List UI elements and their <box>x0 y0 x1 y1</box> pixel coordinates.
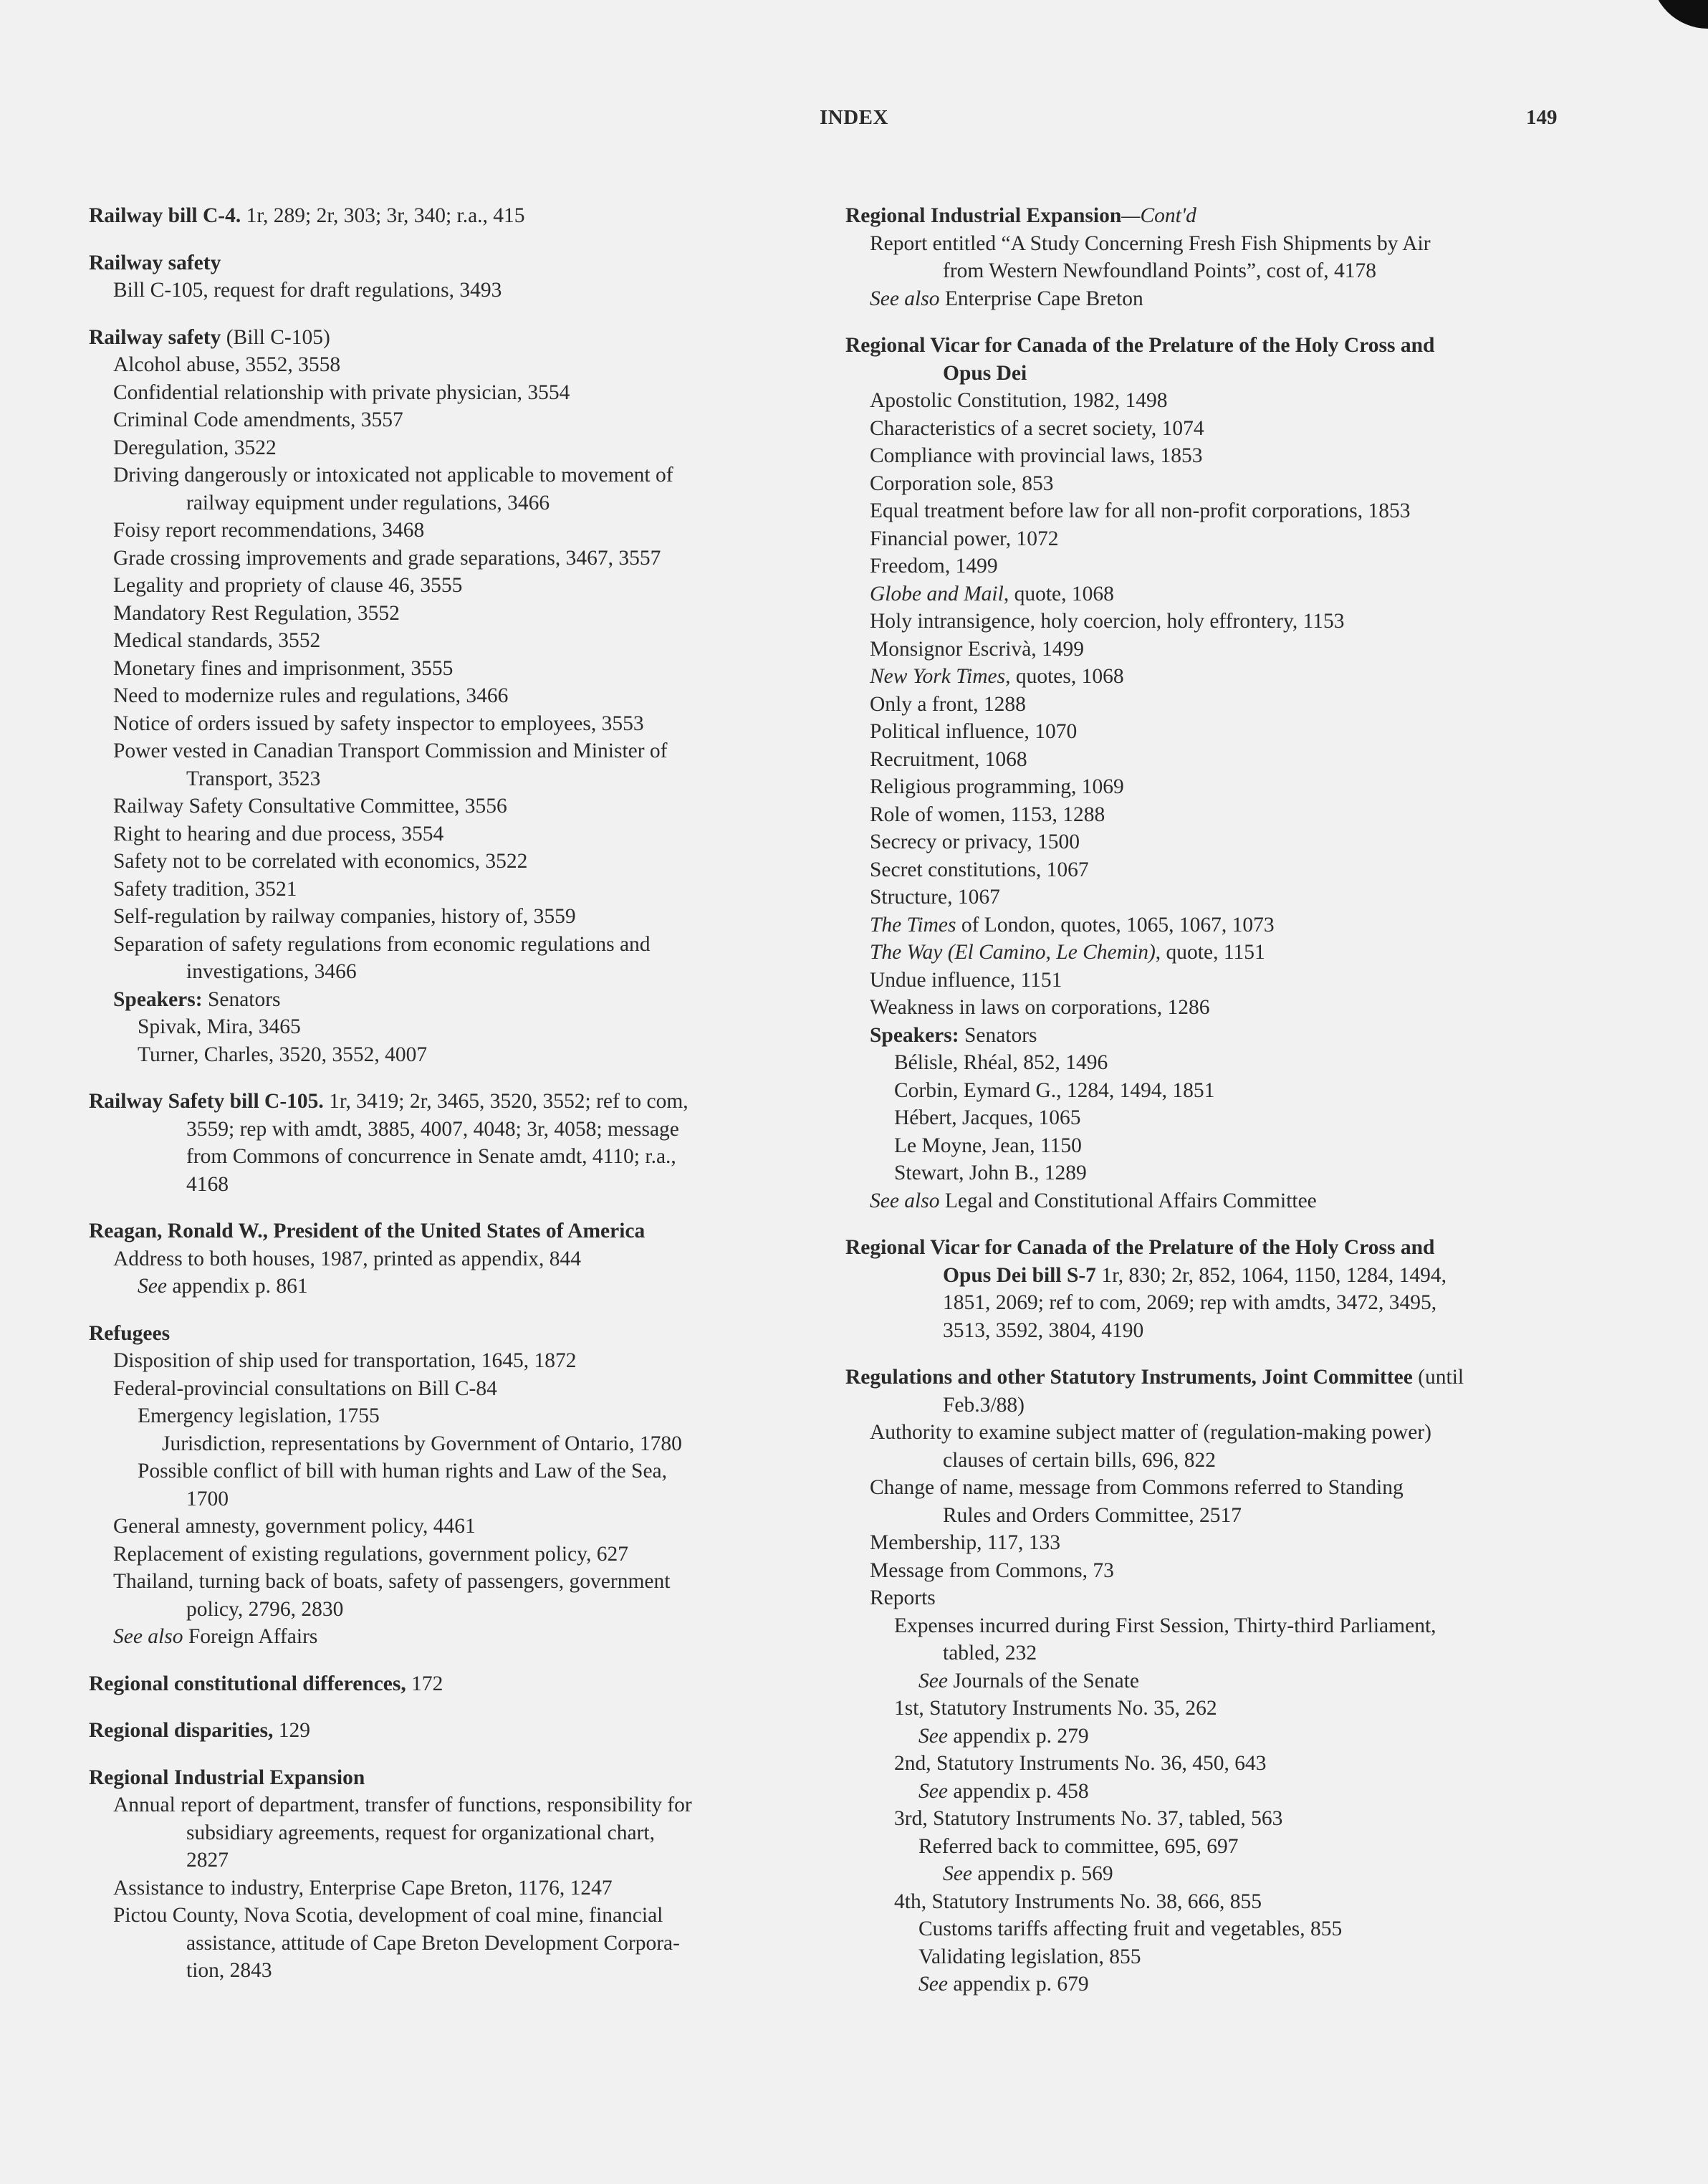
subentry: Undue influence, 1151 <box>870 968 1062 992</box>
see-also-label: See also <box>870 1189 940 1212</box>
index-entry <box>89 324 809 1069</box>
entry-refs: 172 <box>406 1672 443 1695</box>
entry-refs: 1r, 3419; 2r, 3465, 3520, 3552; ref to com, <box>323 1090 689 1113</box>
entry-refs: 129 <box>273 1719 310 1742</box>
see-reference: appendix p. 458 <box>947 1779 1089 1803</box>
subentry: Secrecy or privacy, 1500 <box>870 830 1080 853</box>
subentry: Driving dangerously or intoxicated not applicable to movement of <box>113 464 673 487</box>
speaker: Le Moyne, Jean, 1150 <box>894 1134 1082 1157</box>
subentry: Membership, 117, 133 <box>870 1531 1061 1554</box>
scan-corner-shadow <box>1651 0 1708 29</box>
subentry: Legality and propriety of clause 46, 3555 <box>113 574 463 597</box>
subentry: Holy intransigence, holy coercion, holy effrontery, 1153 <box>870 610 1345 633</box>
subentry: Annual report of department, transfer of functions, responsibility for <box>113 1793 692 1816</box>
speaker: Turner, Charles, 3520, 3552, 4007 <box>138 1043 428 1066</box>
subentry-continuation: Rules and Orders Committee, 2517 <box>943 1503 1242 1527</box>
subentry: Characteristics of a secret society, 1074 <box>870 416 1204 440</box>
subsubentry: 4th, Statutory Instruments No. 38, 666, 855 <box>894 1890 1262 1913</box>
entry-heading: Railway safety <box>89 325 221 349</box>
entry-heading: Regional constitutional differences, <box>89 1672 406 1695</box>
subentry: Apostolic Constitution, 1982, 1498 <box>870 389 1168 412</box>
subsubentry: 3rd, Statutory Instruments No. 37, tabled, 563 <box>894 1807 1283 1830</box>
index-entry <box>845 332 1562 1215</box>
index-entry <box>845 1364 1562 1998</box>
see-reference: appendix p. 279 <box>947 1724 1089 1748</box>
subentry-refs: of London, quotes, 1065, 1067, 1073 <box>956 913 1275 937</box>
speaker: Hébert, Jacques, 1065 <box>894 1106 1081 1129</box>
subsubentry: Jurisdiction, representations by Government of Ontario, 1780 <box>162 1432 682 1455</box>
running-header: INDEX <box>820 106 888 129</box>
subentry: Financial power, 1072 <box>870 527 1059 550</box>
subentry: Safety tradition, 3521 <box>113 877 297 901</box>
continued-marker: —Cont'd <box>1121 204 1196 227</box>
subsubentry: 2nd, Statutory Instruments No. 36, 450, 643 <box>894 1752 1267 1775</box>
index-entry <box>89 202 809 230</box>
entry-heading: Refugees <box>89 1321 171 1345</box>
see-also-label: See also <box>870 287 940 310</box>
index-entry <box>89 1717 809 1745</box>
see-reference-label: See <box>943 1862 972 1885</box>
publication-title: The Times <box>870 913 956 937</box>
subentry: Disposition of ship used for transportation, 1645, 1872 <box>113 1349 577 1372</box>
see-reference-label: See <box>138 1275 167 1298</box>
speaker: Spivak, Mira, 3465 <box>138 1015 301 1038</box>
subentry-continuation: Transport, 3523 <box>186 767 321 790</box>
subsubentry: Customs tariffs affecting fruit and vegetables, 855 <box>918 1917 1343 1940</box>
subentry: Message from Commons, 73 <box>870 1558 1114 1582</box>
speaker: Corbin, Eymard G., 1284, 1494, 1851 <box>894 1078 1215 1102</box>
speakers-text: Senators <box>959 1023 1037 1047</box>
subentry: Deregulation, 3522 <box>113 436 277 459</box>
index-entry <box>89 1088 809 1198</box>
subentry: Monetary fines and imprisonment, 3555 <box>113 656 454 680</box>
see-reference: appendix p. 861 <box>166 1275 308 1298</box>
subentry: Reports <box>870 1586 936 1609</box>
subsubentry: Possible conflict of bill with human rights and Law of the Sea, <box>138 1460 668 1483</box>
see-reference: appendix p. 569 <box>971 1862 1113 1885</box>
entry-heading-note-continuation: Feb.3/88) <box>943 1393 1025 1417</box>
subentry-continuation: 1700 <box>186 1487 229 1510</box>
see-reference-label: See <box>918 1724 948 1748</box>
subentry: Role of women, 1153, 1288 <box>870 803 1105 826</box>
subentry: Only a front, 1288 <box>870 692 1026 716</box>
see-reference: Journals of the Senate <box>947 1669 1140 1692</box>
subentry: Thailand, turning back of boats, safety of passengers, government <box>113 1570 671 1593</box>
entry-heading: Regional Industrial Expansion <box>89 1766 365 1789</box>
subentry: Authority to examine subject matter of (regulation-making power) <box>870 1421 1431 1444</box>
subentry: Replacement of existing regulations, government policy, 627 <box>113 1542 629 1566</box>
see-reference-label: See <box>918 1669 948 1692</box>
entry-refs-continuation: 3559; rep with amdt, 3885, 4007, 4048; 3r, 4058; message <box>186 1117 679 1141</box>
subsubentry: 1st, Statutory Instruments No. 35, 262 <box>894 1697 1217 1720</box>
subentry: Assistance to industry, Enterprise Cape Breton, 1176, 1247 <box>113 1876 613 1900</box>
subentry: General amnesty, government policy, 4461 <box>113 1515 476 1538</box>
index-entry <box>845 1234 1562 1344</box>
subentry: Confidential relationship with private physician, 3554 <box>113 380 570 404</box>
speaker: Bélisle, Rhéal, 852, 1496 <box>894 1051 1108 1074</box>
subentry: Self-regulation by railway companies, history of, 3559 <box>113 905 576 928</box>
entry-refs: 1r, 830; 2r, 852, 1064, 1150, 1284, 1494, <box>1095 1263 1446 1287</box>
subentry: Medical standards, 3552 <box>113 629 321 652</box>
subentry: Pictou County, Nova Scotia, development of coal mine, financial <box>113 1904 663 1927</box>
subentry: Report entitled “A Study Concerning Fresh Fish Shipments by Air <box>870 231 1431 255</box>
entry-refs-continuation: 3513, 3592, 3804, 4190 <box>943 1318 1144 1342</box>
subentry: Corporation sole, 853 <box>870 471 1054 495</box>
index-entry <box>89 1670 809 1698</box>
subentry: Criminal Code amendments, 3557 <box>113 408 403 431</box>
index-entry <box>89 1320 809 1651</box>
entry-heading: Railway bill C-4. <box>89 204 241 227</box>
subentry: Equal treatment before law for all non-profit corporations, 1853 <box>870 499 1411 522</box>
subentry: Address to both houses, 1987, printed as appendix, 844 <box>113 1247 582 1270</box>
subentry-continuation: railway equipment under regulations, 3466 <box>186 491 550 514</box>
index-entry <box>89 1764 809 1985</box>
see-also-reference: Legal and Constitutional Affairs Committee <box>939 1189 1317 1212</box>
entry-refs-continuation: from Commons of concurrence in Senate amdt, 4110; r.a., <box>186 1145 676 1168</box>
entry-heading: Regional Industrial Expansion <box>845 204 1122 227</box>
entry-heading: Regional disparities, <box>89 1719 274 1742</box>
subsubentry: Emergency legislation, 1755 <box>138 1404 380 1427</box>
right-column <box>845 202 1562 2018</box>
subentry: Structure, 1067 <box>870 886 1000 909</box>
subentry: Safety not to be correlated with economics, 3522 <box>113 850 528 873</box>
subsubentry: Referred back to committee, 695, 697 <box>918 1834 1239 1858</box>
subentry: Religious programming, 1069 <box>870 775 1124 798</box>
left-column <box>89 202 809 2004</box>
publication-title: The Way (El Camino, Le Chemin) <box>870 941 1156 964</box>
page-number: 149 <box>1526 106 1558 129</box>
subentry: Compliance with provincial laws, 1853 <box>870 444 1203 467</box>
subsubentry: Validating legislation, 855 <box>918 1945 1141 1968</box>
entry-heading: Regional Vicar for Canada of the Prelature of the Holy Cross and <box>845 334 1435 357</box>
subentry: Separation of safety regulations from economic regulations and <box>113 932 651 956</box>
subentry-continuation: investigations, 3466 <box>186 960 357 983</box>
entry-heading: Reagan, Ronald W., President of the United States of America <box>89 1220 646 1242</box>
publication-title: New York Times <box>870 665 1006 688</box>
entry-heading: Railway Safety bill C-105. <box>89 1090 324 1113</box>
subentry: Recruitment, 1068 <box>870 747 1027 771</box>
publication-title: Globe and Mail <box>870 582 1004 605</box>
subentry: Foisy report recommendations, 3468 <box>113 519 425 542</box>
see-reference-label: See <box>918 1973 948 1996</box>
entry-heading-continuation: Opus Dei <box>943 361 1027 385</box>
see-reference: appendix p. 679 <box>947 1973 1089 1996</box>
speakers-text: Senators <box>202 987 281 1011</box>
subentry-continuation: subsidiary agreements, request for organizational chart, <box>186 1821 655 1844</box>
see-also-label: See also <box>113 1625 183 1648</box>
entry-heading: Regulations and other Statutory Instruments, Joint Committee <box>845 1366 1413 1389</box>
subentry: Right to hearing and due process, 3554 <box>113 822 444 846</box>
subentry: Weakness in laws on corporations, 1286 <box>870 996 1210 1019</box>
entry-refs-continuation: 4168 <box>186 1172 229 1196</box>
subentry-refs: , quote, 1068 <box>1003 582 1114 605</box>
subentry-continuation: tion, 2843 <box>186 1959 272 1982</box>
subentry-continuation: 2827 <box>186 1849 229 1872</box>
subsubentry: Expenses incurred during First Session, Thirty-third Parliament, <box>894 1614 1436 1637</box>
see-reference-label: See <box>918 1779 948 1803</box>
see-also-reference: Foreign Affairs <box>183 1625 318 1648</box>
subentry: Grade crossing improvements and grade separations, 3467, 3557 <box>113 546 661 570</box>
entry-refs: 1r, 289; 2r, 303; 3r, 340; r.a., 415 <box>241 204 525 227</box>
entry-heading-note: (until <box>1412 1366 1464 1389</box>
entry-heading: Regional Vicar for Canada of the Prelature of the Holy Cross and <box>845 1236 1435 1259</box>
subentry: Federal-provincial consultations on Bill C-84 <box>113 1376 497 1400</box>
subentry-refs: , quote, 1151 <box>1155 941 1265 964</box>
subentry: Freedom, 1499 <box>870 555 998 578</box>
index-entry <box>89 249 809 305</box>
entry-refs-continuation: 1851, 2069; ref to com, 2069; rep with amdts, 3472, 3495, <box>943 1291 1437 1314</box>
subentry: Change of name, message from Commons referred to Standing <box>870 1476 1404 1499</box>
subentry: Power vested in Canadian Transport Commission and Minister of <box>113 739 668 762</box>
subentry: Alcohol abuse, 3552, 3558 <box>113 353 341 376</box>
index-entry <box>845 202 1562 312</box>
subentry-continuation: from Western Newfoundland Points”, cost of, 4178 <box>943 259 1377 282</box>
subentry: Mandatory Rest Regulation, 3552 <box>113 601 400 625</box>
entry-heading-note: (Bill C-105) <box>221 325 330 349</box>
subentry: Railway Safety Consultative Committee, 3556 <box>113 795 507 818</box>
subentry-continuation: assistance, attitude of Cape Breton Development Corpora- <box>186 1931 680 1955</box>
subentry: Notice of orders issued by safety inspector to employees, 3553 <box>113 712 644 735</box>
speaker: Stewart, John B., 1289 <box>894 1162 1087 1184</box>
subentry: Secret constitutions, 1067 <box>870 858 1089 881</box>
subentry: Monsignor Escrivà, 1499 <box>870 637 1085 661</box>
subentry: Bill C-105, request for draft regulations, 3493 <box>113 279 502 302</box>
speakers-label: Speakers: <box>870 1023 959 1047</box>
entry-heading: Railway safety <box>89 251 221 274</box>
subentry-continuation: clauses of certain bills, 696, 822 <box>943 1448 1216 1472</box>
see-also-reference: Enterprise Cape Breton <box>939 287 1143 310</box>
entry-heading-continuation: Opus Dei bill S-7 <box>943 1263 1096 1287</box>
subsubentry-continuation: tabled, 232 <box>943 1642 1037 1665</box>
index-entry <box>89 1217 809 1301</box>
subentry-refs: , quotes, 1068 <box>1005 665 1124 688</box>
speakers-label: Speakers: <box>113 987 203 1011</box>
subentry: Political influence, 1070 <box>870 720 1078 743</box>
subentry-continuation: policy, 2796, 2830 <box>186 1597 344 1621</box>
subentry: Need to modernize rules and regulations, 3466 <box>113 684 509 707</box>
